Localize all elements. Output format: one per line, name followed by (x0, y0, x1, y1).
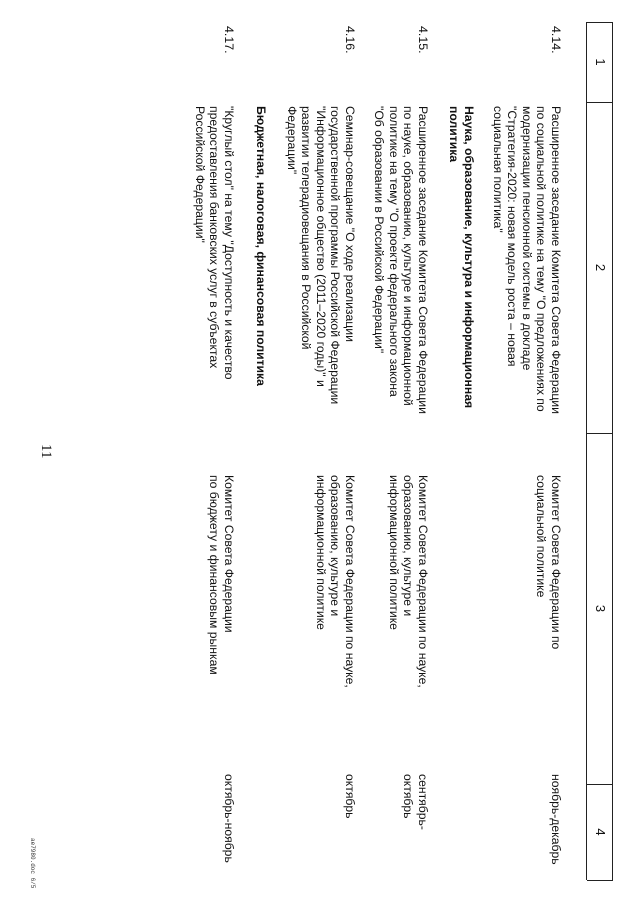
responsible-text: Комитет Совета Федерации по науке, образованию, культуре и информационной политике (313, 475, 357, 688)
footer-file-code: ae7980.doc 6/5 (29, 838, 36, 889)
page-number: 11 (38, 444, 54, 459)
event-text: "Круглый стол" на тему "Доступность и качество предоставления банковских услуг в субъектах Российской Федерации" (192, 106, 236, 380)
event-text: Расширенное заседание Комитета Совета Федерации по социальной политике на тему "О предложениях по модернизации пенсионной системы в докладе "Стратегия-2020: новая модель роста – новая социальная политика" (490, 106, 563, 414)
date-text: октябрь (343, 774, 357, 819)
responsible-text: Комитет Совета Федерации по бюджету и финансовым рынкам (207, 475, 236, 675)
column-header-1: 1 (593, 58, 608, 66)
date-text: ноябрь-декабрь (549, 774, 563, 865)
event-text: Семинар-совещание "О ходе реализации государственной программы Российской Федерации "Информационное общество (2011–2020 годы)" и развитии телерадиовещания в Российской Федерации" (284, 106, 357, 405)
rotated-table (43, 22, 613, 892)
row-number: 4.16. (343, 26, 357, 54)
event-text: Расширенное заседание Комитета Совета Федерации по науке, образованию, культуре и информационной политике на тему "О проекте федерального закона "Об образовании в Российской Федерации" (372, 106, 430, 414)
col-divider-4 (587, 880, 613, 881)
date-text: сентябрь- октябрь (401, 774, 430, 830)
row-number: 4.14. (549, 26, 563, 54)
responsible-text: Комитет Совета Федерации по социальной политике (534, 475, 563, 650)
responsible-text: Комитет Совета Федерации по науке, образованию, культуре и информационной политике (386, 475, 430, 688)
row-number: 4.15. (416, 26, 430, 54)
column-header-2: 2 (593, 263, 608, 272)
row-number: 4.17. (222, 26, 236, 54)
column-header-4: 4 (593, 828, 608, 836)
section-heading: Наука, образование, культура и информационная политика (447, 106, 476, 409)
column-header-3: 3 (593, 604, 608, 613)
section-heading: Бюджетная, налоговая, финансовая политика (254, 106, 268, 386)
date-text: октябрь-ноябрь (222, 774, 236, 863)
